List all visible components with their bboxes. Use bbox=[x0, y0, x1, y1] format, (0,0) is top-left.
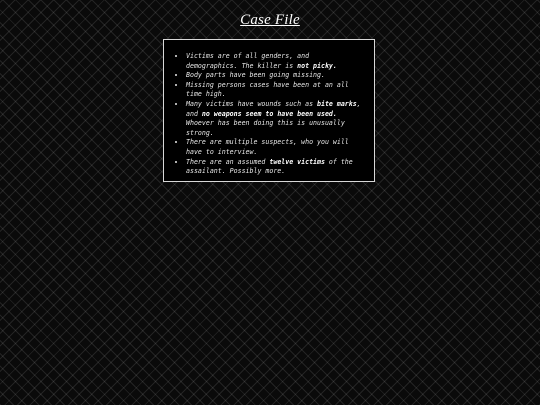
list-item-text: There are an assumed bbox=[186, 157, 270, 166]
list-item bbox=[186, 100, 364, 138]
emphasis-text: twelve victims bbox=[269, 157, 325, 166]
case-file-list bbox=[172, 52, 364, 177]
case-file-panel bbox=[163, 39, 375, 182]
emphasis-text: no weapons seem to have been used. bbox=[201, 109, 337, 118]
list-item-text: Body parts have been going missing. bbox=[186, 71, 325, 80]
list-item-text: Victims are of all genders, and demographics. The killer is bbox=[186, 52, 310, 70]
page-title: Case File bbox=[240, 12, 300, 28]
list-item-text: Many victims have wounds such as bbox=[186, 99, 318, 108]
list-item bbox=[186, 158, 364, 177]
emphasis-text: not picky. bbox=[297, 61, 337, 70]
list-item-text: of the assailant. Possibly more. bbox=[186, 157, 353, 176]
list-item-text: , and bbox=[186, 99, 361, 118]
list-item-text: Missing persons cases have been at an all time high. bbox=[186, 80, 349, 99]
list-item bbox=[186, 81, 364, 100]
list-item-text: There are multiple suspects, who you will have to interview. bbox=[186, 138, 349, 156]
emphasis-text: bite marks bbox=[317, 99, 357, 108]
list-item bbox=[186, 52, 364, 71]
list-item bbox=[186, 71, 364, 81]
list-item-text: Whoever has been doing this is unusually strong. bbox=[186, 119, 345, 137]
list-item bbox=[186, 138, 364, 157]
